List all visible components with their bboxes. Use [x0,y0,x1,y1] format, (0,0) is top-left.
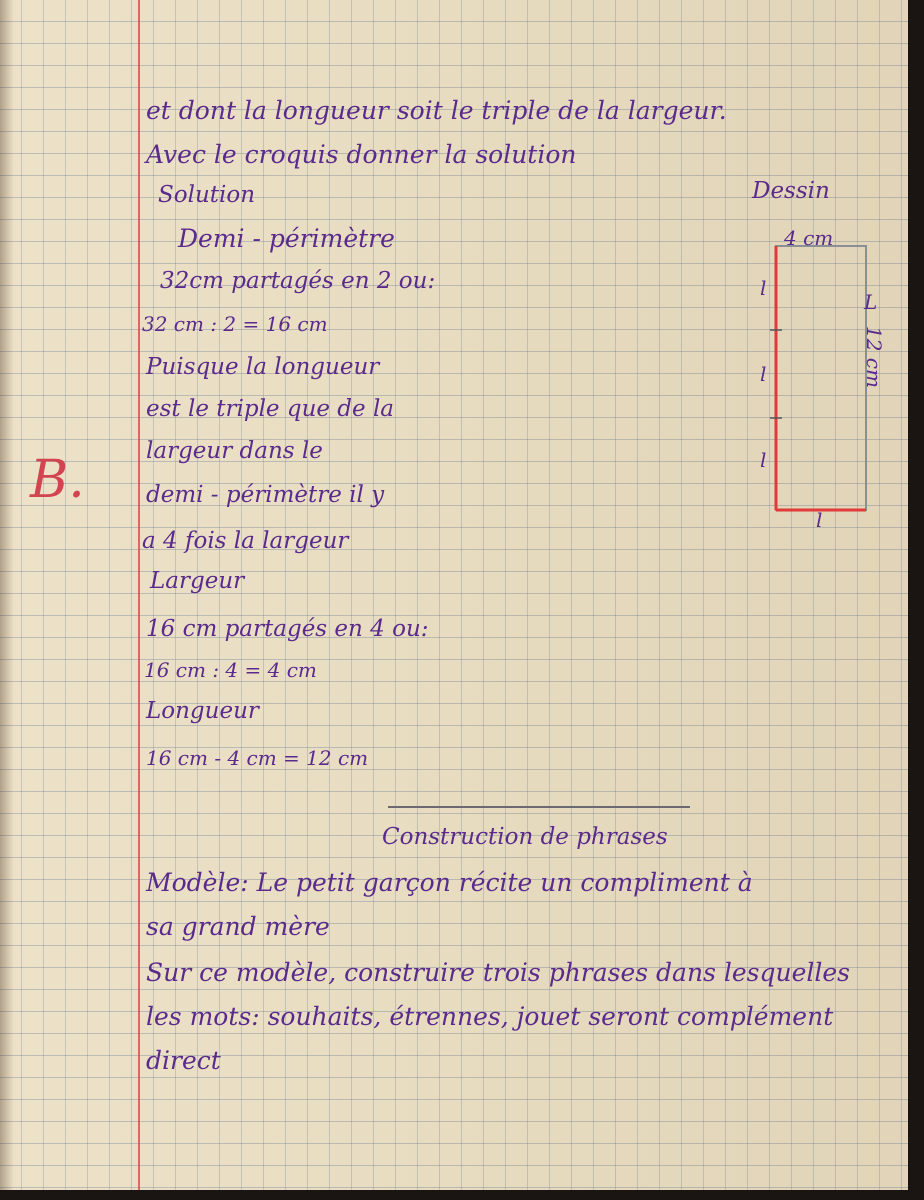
grade-mark: B. [30,450,85,510]
page-right-edge [908,0,924,1200]
page-bottom-edge [0,1190,924,1200]
instruction-line-2: les mots: souhaits, étrennes, jouet seront complément [146,1002,834,1031]
top-side-label: 4 cm [784,226,834,250]
drawing-title: Dessin [752,178,830,204]
right-side-mark: L [864,290,878,314]
right-side-label: 12 cm [862,326,886,388]
text-line-5: largeur dans le [146,438,323,464]
bottom-side-mark: l [816,508,823,532]
calc-line-3: 16 cm partagés en 4 ou: [146,616,429,642]
instruction-line-1: Sur ce modèle, construire trois phrases dans lesquelles [146,958,850,987]
instruction-line-3: direct [146,1046,221,1075]
calc-line-5: 16 cm - 4 cm = 12 cm [146,746,369,770]
page-spine-shadow [0,0,14,1190]
red-margin-line [138,0,140,1190]
text-line-4: est le triple que de la [146,396,395,422]
text-line-1: et dont la longueur soit le triple de la largeur. [146,96,727,125]
section-heading: Construction de phrases [382,824,668,850]
model-line-1: Modèle: Le petit garçon récite un compliment à [146,868,753,897]
left-segment-mark-3: l [760,448,767,472]
largeur-heading: Largeur [150,568,245,594]
demi-perimetre-heading: Demi - périmètre [178,224,395,253]
text-line-7: a 4 fois la largeur [142,528,349,554]
model-line-2: sa grand mère [146,912,330,941]
left-segment-mark-2: l [760,362,767,386]
rectangle-outline [776,246,866,510]
text-line-6: demi - périmètre il y [146,482,385,508]
section-divider [388,806,690,808]
solution-heading: Solution [158,182,256,208]
text-line-3: Puisque la longueur [146,354,380,380]
calc-line-4: 16 cm : 4 = 4 cm [144,658,317,682]
calc-line-1: 32cm partagés en 2 ou: [160,268,436,294]
text-line-2: Avec le croquis donner la solution [146,140,577,169]
calc-line-2: 32 cm : 2 = 16 cm [142,312,328,336]
longueur-heading: Longueur [146,698,259,724]
left-segment-mark-1: l [760,276,767,300]
